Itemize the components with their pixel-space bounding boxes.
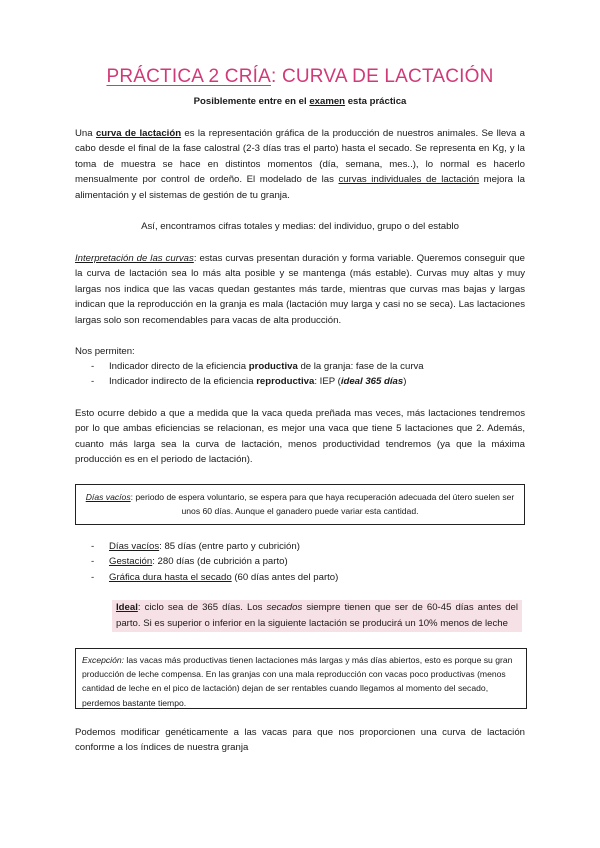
- periods-list: [75, 539, 535, 585]
- list-item: [75, 374, 535, 389]
- subtitle-underlined: examen: [309, 96, 346, 107]
- centered-line: Así, encontramos cifras totales y medias: del individuo, grupo o del establo: [141, 221, 459, 232]
- ideal-italic: secados: [266, 602, 303, 613]
- excepcion-box: [75, 648, 527, 709]
- item-text: ): [403, 376, 407, 388]
- box-text: : periodo de espera voluntario, se espera para que haya recuperación adecuada del útero suelen ser unos 60 días. Aunque el ganadero puede variar esta cantidad.: [130, 492, 515, 517]
- item-bold: reproductiva: [256, 376, 315, 388]
- intro-text-a: Una: [75, 128, 96, 139]
- intro-term-curva: curva de lactación: [95, 128, 182, 139]
- box-text: las vacas más productivas tienen lactaciones más largas y más días abiertos, esto es porque su gran producción de leche compensa. En las granjas con una mala reproducción con vacas poco productivas (menos cantidad de leche en el pico de lactación) dejan de ser rentables cuando llegamos al momento del secado, perdemos bastante tiempo.: [82, 655, 513, 708]
- ideal-term: Ideal: [116, 602, 138, 613]
- box-term: Días vacíos: [85, 492, 131, 502]
- item-italic-bold: ideal 365 días: [340, 376, 404, 388]
- item-text: Indicador indirecto de la eficiencia: [109, 376, 257, 388]
- item-text: : 85 días (entre parto y cubrición): [159, 541, 300, 552]
- box-term: Excepción:: [82, 655, 125, 665]
- page-subtitle: [0, 96, 600, 107]
- list-item: [75, 570, 535, 585]
- intro-term-curvas-individuales: curvas individuales de lactación: [338, 174, 480, 186]
- list-item: [75, 554, 535, 569]
- interpretacion-paragraph: [75, 251, 525, 328]
- item-text: (60 días antes del parto): [231, 571, 339, 583]
- dias-vacios-box: [75, 484, 525, 525]
- subtitle-post: esta práctica: [345, 96, 407, 107]
- ideal-text-a: : ciclo sea de 365 días. Los: [137, 602, 267, 613]
- closing-paragraph: Podemos modificar genéticamente a las vacas para que nos proporcionen una curva de lactación conforme a los índices de nuestra granja: [75, 727, 525, 754]
- title-rest: : CURVA DE LACTACIÓN: [271, 66, 494, 87]
- interpretacion-text: : estas curvas presentan duración y forma variable. Queremos conseguir que la curva de lactación sea lo más alta posible y se mantenga (más estable). Curvas muy altas y muy largas nos indica que las vacas quedan gestantes más tarde, mientras que curvas mas bajas y largas indican que la reproducción en la granja es mala (lactación muy larga y casi no se seca). Las lactaciones largas solo son recomendables para vacas de alta producción.: [75, 253, 525, 326]
- item-text: : 280 días (de cubrición a parto): [152, 556, 288, 568]
- title-underlined: PRÁCTICA 2 CRÍA: [106, 66, 271, 87]
- intro-paragraph: [75, 126, 525, 203]
- nos-permiten-heading: Nos permiten:: [75, 346, 135, 357]
- item-term: Gráfica dura hasta el secado: [109, 571, 232, 583]
- interpretacion-term: Interpretación de las curvas: [75, 253, 194, 264]
- ideal-text-b: siempre tienen que ser de 60-45 días antes del parto. Si es superior o inferior en la siguiente lactación se producirá un 10% menos de leche: [116, 602, 518, 629]
- nos-permiten-list: [75, 359, 535, 390]
- intro-text-c: mejora la alimentación y el sistemas de gestión de tu granja.: [75, 174, 526, 201]
- item-text: : IEP (: [314, 376, 341, 388]
- item-bold: productiva: [248, 361, 298, 372]
- item-term: Días vacíos: [109, 541, 160, 552]
- esto-ocurre-paragraph: Esto ocurre debido a que a medida que la vaca queda preñada mas veces, más lactaciones tendremos por lo que ambas eficiencias se relacionan, es mejor una vaca que tiene 5 lactaciones que 2. Además, cuanto más larga sea la curva de lactación, menos productividad tendremos (ya que la máxima producción es en el periodo de lactación).: [75, 408, 525, 466]
- item-text: de la granja: fase de la curva: [297, 361, 424, 372]
- subtitle-pre: Posiblemente entre en el: [193, 96, 310, 107]
- intro-text-b: es la representación gráfica de la producción de nuestros animales. Se lleva a cabo desde el final de la fase calostral (2-3 días tras el parto) hasta el secado. Se representa en Kg, y la toma de muestra se hace en distintos momentos (día, semana, mes..), lo normal es hacerlo mensualmente por control de ordeño. El modelado de las: [75, 128, 526, 186]
- item-term: Gestación: [109, 556, 153, 568]
- list-item: [75, 539, 535, 554]
- ideal-highlight: [112, 600, 522, 632]
- page-title: [0, 66, 600, 88]
- list-item: [75, 359, 535, 374]
- item-text: Indicador directo de la eficiencia: [109, 361, 249, 372]
